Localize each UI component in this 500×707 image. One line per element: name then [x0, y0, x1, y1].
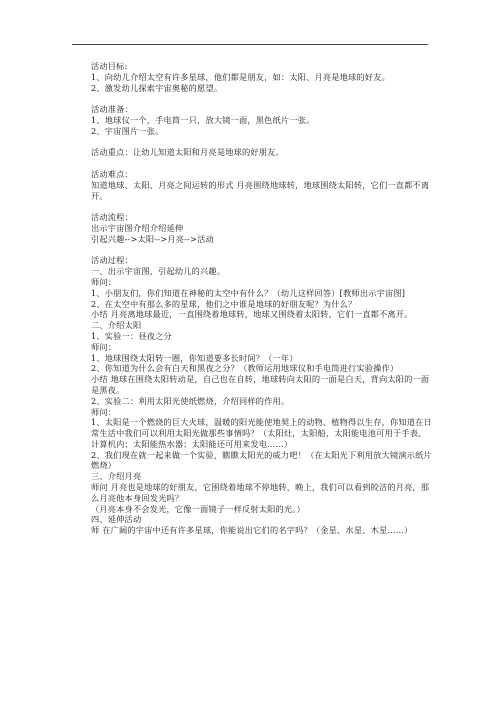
text-line: 师问：: [91, 276, 117, 287]
text-line: 2、在太空中有那么多的星球，他们之中谁是地球的好朋友呢？为什么？: [91, 298, 357, 309]
text-line: 师问：: [91, 341, 117, 352]
text-line: （月亮本身不会发光，它像一面镜子一样反射太阳的光。）: [91, 503, 305, 514]
section: [91, 104, 432, 136]
text-line: 小结 月亮离地球最近，一直围绕着地球转，地球又围绕着太阳转，它们一直都不离开。: [91, 309, 413, 320]
section-heading: 活动过程：: [91, 255, 133, 266]
text-line: 1、地球围绕太阳转一圈，你知道要多长时间？（一年）: [91, 352, 298, 363]
text-line: 师 在广阔的宇宙中还有许多星球，你能说出它们的名字吗？（金星、水星、木星……）: [91, 525, 413, 536]
text-line: 1、地球仪一个，手电筒一只，放大镜一面，黑色纸片一张。: [91, 114, 315, 125]
section-heading: 活动准备：: [91, 104, 133, 115]
section: [91, 212, 432, 244]
text-line: 四、延伸活动: [91, 514, 142, 525]
text-line: 师问：: [91, 406, 117, 417]
text-line: 三、介绍月亮: [91, 471, 142, 482]
text-line: 2、实验二：利用太阳光使纸燃烧，介绍同样的作用。: [91, 395, 290, 406]
text-line: 2、宇宙图片一张。: [91, 125, 164, 136]
section-heading: 活动流程：: [91, 212, 133, 223]
text-line: 引起兴趣-->太阳-->月亮-->活动: [91, 233, 214, 244]
section: [91, 147, 432, 158]
section: [91, 255, 432, 536]
header-rule: [72, 44, 428, 45]
section-heading: 活动重点：让幼儿知道太阳和月亮是地球的好朋友。: [91, 147, 284, 158]
text-line: 2、你知道为什么会有白天和黑夜之分？（教师运用地球仪和手电筒进行实验操作）: [91, 363, 399, 374]
text-line: 2、我们现在就一起来做一个实验，瞧瞧太阳光的威力吧！（在太阳光下利用放大镜演示纸片燃烧）: [91, 449, 432, 471]
text-line: 知道地球、太阳、月亮之间运转的形式 月亮围绕地球转，地球围绕太阳转，它们一直都不离开。: [91, 179, 430, 201]
text-line: 2、激发幼儿探索宇宙奥秘的愿望。: [91, 82, 223, 93]
text-line: 小结 地球在围绕太阳转动是，自己也在自转，地球转向太阳的一面是白天，背向太阳的一面是黑夜。: [91, 374, 430, 395]
section-gap: [91, 137, 432, 148]
document-body: [91, 61, 432, 536]
section-gap: [91, 93, 432, 104]
section-heading: 活动难点：: [91, 168, 133, 179]
text-line: 1、向幼儿介绍太空有许多星球，他们都是朋友，如：太阳、月亮是地球的好友。: [91, 71, 390, 82]
section-gap: [91, 158, 432, 169]
text-line: 二、介绍太阳: [91, 320, 142, 331]
text-line: 1、实验一：昼夜之分: [91, 330, 172, 341]
text-line: 一、出示宇宙图，引起幼儿的兴趣。: [91, 266, 226, 277]
section: [91, 61, 432, 93]
text-line: 出示宇宙图介绍介绍延伸: [91, 222, 184, 233]
section-gap: [91, 245, 432, 256]
text-line: 1、太阳是一个燃烧的巨大火球，温暖的阳光能使地契上的动物、植物得以生存，你知道在日常生活中我们可以利用太阳光做那些事情吗？（太阳灶，太阳船，太阳能电池可用于手表、计算机内；太阳能热水器；太阳能还可用来发电……）: [91, 417, 432, 449]
section-heading: 活动目标:: [91, 61, 128, 71]
section: [91, 169, 432, 201]
text-line: 1、小朋友们，你们知道在神秘的太空中有什么？（幼儿这样回答）[教师出示宇宙图]: [91, 287, 406, 298]
text-line: 师问 月亮也是地球的好朋友，它围绕着地球不停地转，晚上，我们可以看到皎洁的月亮，那么月亮他本身回发光吗？: [91, 482, 430, 503]
section-gap: [91, 201, 432, 212]
